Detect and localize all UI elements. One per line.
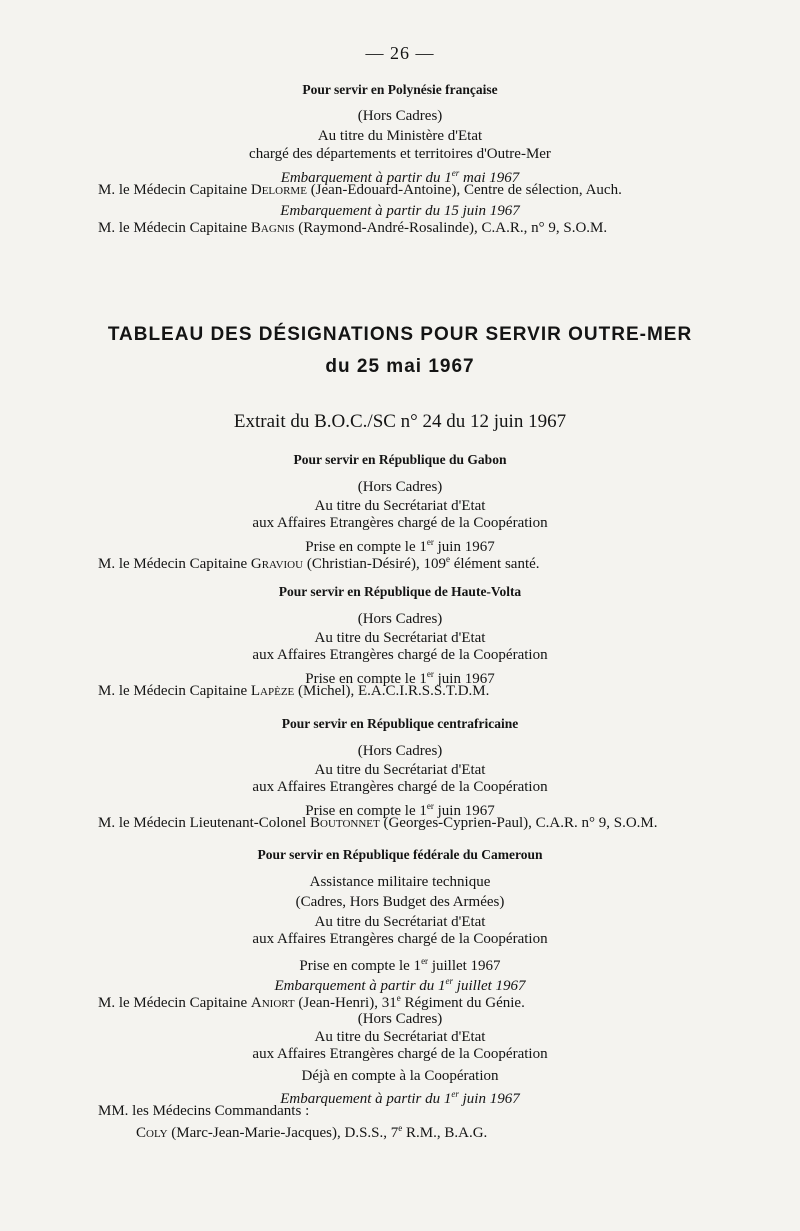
embarquement-line: Embarquement à partir du 1er juillet 1967 (274, 976, 526, 994)
hors-cadres-label: (Hors Cadres) (357, 743, 443, 759)
mm-medecins-commandants: MM. les Médecins Commandants : (98, 1103, 310, 1119)
entry-aniort: M. le Médecin Capitaine Aniort (Jean-Henri), 31e Régiment du Génie. (98, 993, 525, 1011)
au-titre-line: aux Affaires Etrangères chargé de la Coopération (252, 931, 548, 947)
au-titre-line: Au titre du Secrétariat d'Etat (314, 498, 486, 514)
document-title: TABLEAU DES DÉSIGNATIONS POUR SERVIR OUTRE-MER (107, 324, 693, 345)
au-titre-line: Au titre du Secrétariat d'Etat (314, 630, 486, 646)
au-titre-line: aux Affaires Etrangères chargé de la Coopération (252, 779, 548, 795)
entry-delorme: M. le Médecin Capitaine Delorme (Jean-Edouard-Antoine), Centre de sélection, Auch. (98, 182, 622, 198)
hors-cadres-label: (Hors Cadres) (357, 479, 443, 495)
au-titre-line: Au titre du Secrétariat d'Etat (314, 1029, 486, 1045)
prise-en-compte-line: Prise en compte le 1er juin 1967 (305, 801, 495, 819)
au-titre-line: aux Affaires Etrangères chargé de la Coopération (252, 515, 548, 531)
prise-en-compte-line: Prise en compte le 1er juin 1967 (305, 537, 495, 555)
section-heading-centrafrique: Pour servir en République centrafricaine (281, 716, 519, 731)
deja-en-compte-line: Déjà en compte à la Coopération (301, 1068, 499, 1084)
au-titre-line: Au titre du Ministère d'Etat (317, 128, 483, 144)
embarquement-line: Embarquement à partir du 1er mai 1967 (280, 168, 520, 186)
extract-reference: Extrait du B.O.C./SC n° 24 du 12 juin 1967 (233, 411, 567, 432)
embarquement-line: Embarquement à partir du 1er juin 1967 (280, 1089, 520, 1107)
hors-cadres-label: (Hors Cadres) (357, 611, 443, 627)
section-heading-haute-volta: Pour servir en République de Haute-Volta (278, 584, 522, 599)
section-heading-gabon: Pour servir en République du Gabon (293, 452, 507, 467)
section-heading-polynesie: Pour servir en Polynésie française (302, 82, 498, 97)
au-titre-line: aux Affaires Etrangères chargé de la Coopération (252, 647, 548, 663)
au-titre-line: Au titre du Secrétariat d'Etat (314, 762, 486, 778)
hors-cadres-label: (Hors Cadres) (357, 1011, 443, 1027)
entry-coly: Coly (Marc-Jean-Marie-Jacques), D.S.S., 7e R.M., B.A.G. (136, 1123, 488, 1141)
hors-cadres-label: (Hors Cadres) (357, 108, 443, 124)
assistance-label: Assistance militaire technique (309, 874, 491, 890)
section-heading-cameroun: Pour servir en République fédérale du Cameroun (257, 847, 543, 862)
entry-lapeze: M. le Médecin Capitaine Lapèze (Michel), E.A.C.I.R.S.S.T.D.M. (98, 683, 490, 699)
embarquement-line: Embarquement à partir du 15 juin 1967 (280, 203, 520, 219)
entry-graviou: M. le Médecin Capitaine Graviou (Christian-Désiré), 109e élément santé. (98, 554, 540, 572)
document-subtitle: du 25 mai 1967 (325, 356, 475, 377)
au-titre-line: aux Affaires Etrangères chargé de la Coopération (252, 1046, 548, 1062)
entry-boutonnet: M. le Médecin Lieutenant-Colonel Boutonnet (Georges-Cyprien-Paul), C.A.R. n° 9, S.O.M. (98, 815, 658, 831)
cadres-label: (Cadres, Hors Budget des Armées) (295, 894, 505, 910)
au-titre-line: Au titre du Secrétariat d'Etat (314, 914, 486, 930)
entry-bagnis: M. le Médecin Capitaine Bagnis (Raymond-André-Rosalinde), C.A.R., n° 9, S.O.M. (98, 220, 608, 236)
au-titre-line: chargé des départements et territoires d'Outre-Mer (249, 146, 551, 162)
prise-en-compte-line: Prise en compte le 1er juin 1967 (305, 669, 495, 687)
prise-en-compte-line: Prise en compte le 1er juillet 1967 (299, 956, 501, 974)
page-number: — 26 — (365, 43, 435, 63)
